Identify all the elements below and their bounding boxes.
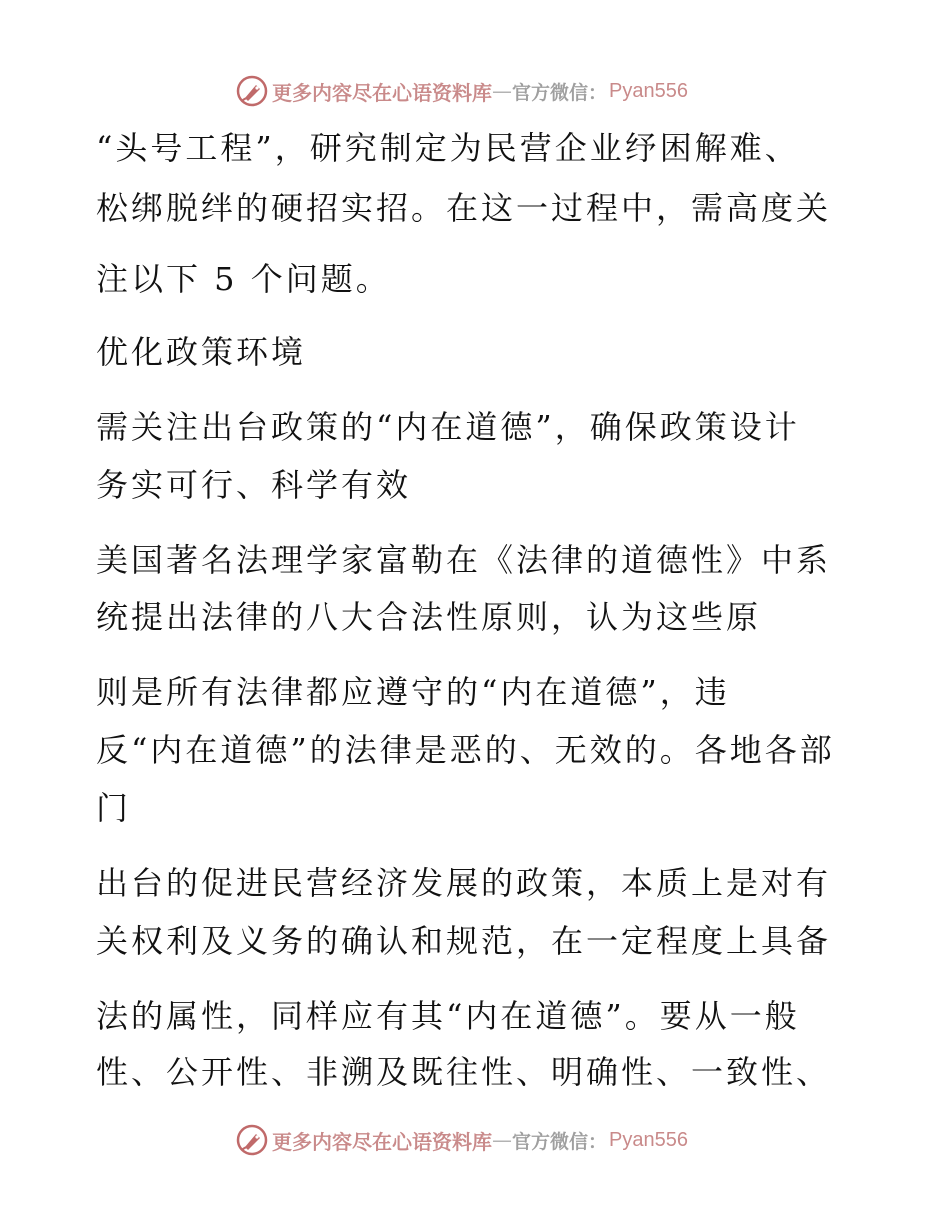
text-line: 门 [96, 789, 132, 827]
watermark-site-text: 更多内容尽在心语资料库 [272, 1129, 492, 1154]
text-line: 性、公开性、非溯及既往性、明确性、一致性、 [96, 1053, 832, 1091]
text-line: 关权利及义务的确认和规范，在一定程度上具备 [96, 922, 832, 960]
text-line: “头号工程”，研究制定为民营企业纾困解难、 [96, 129, 800, 167]
text-line: 统提出法律的八大合法性原则，认为这些原 [96, 598, 762, 636]
section-heading: 优化政策环境 [96, 333, 307, 371]
header-watermark [236, 74, 688, 108]
pen-nib-logo-icon [236, 75, 268, 107]
text-line: 务实可行、科学有效 [96, 466, 412, 504]
text-line: 美国著名法理学家富勒在《法律的道德性》中系 [96, 541, 832, 579]
text-line: 出台的促进民营经济发展的政策，本质上是对有 [96, 864, 832, 902]
text-line: 注以下 5 个问题。 [96, 260, 391, 298]
footer-watermark [236, 1123, 688, 1157]
watermark-account-id: Pyan556 [609, 1128, 688, 1151]
watermark-official-label: 官方微信： [512, 81, 608, 104]
watermark-account-id: Pyan556 [609, 79, 688, 102]
watermark-dash: — [492, 79, 512, 103]
text-line: 松绑脱绊的硬招实招。在这一过程中，需高度关 [96, 189, 832, 227]
text-line: 反“内在道德”的法律是恶的、无效的。各地各部 [96, 731, 835, 769]
watermark-site-text: 更多内容尽在心语资料库 [272, 80, 492, 105]
text-line: 需关注出台政策的“内在道德”，确保政策设计 [96, 408, 800, 446]
watermark-official-label: 官方微信： [512, 1130, 608, 1153]
text-line: 则是所有法律都应遵守的“内在道德”，违 [96, 673, 730, 711]
pen-nib-logo-icon [236, 1124, 268, 1156]
text-line: 法的属性，同样应有其“内在道德”。要从一般 [96, 997, 800, 1035]
watermark-dash: — [492, 1128, 512, 1152]
